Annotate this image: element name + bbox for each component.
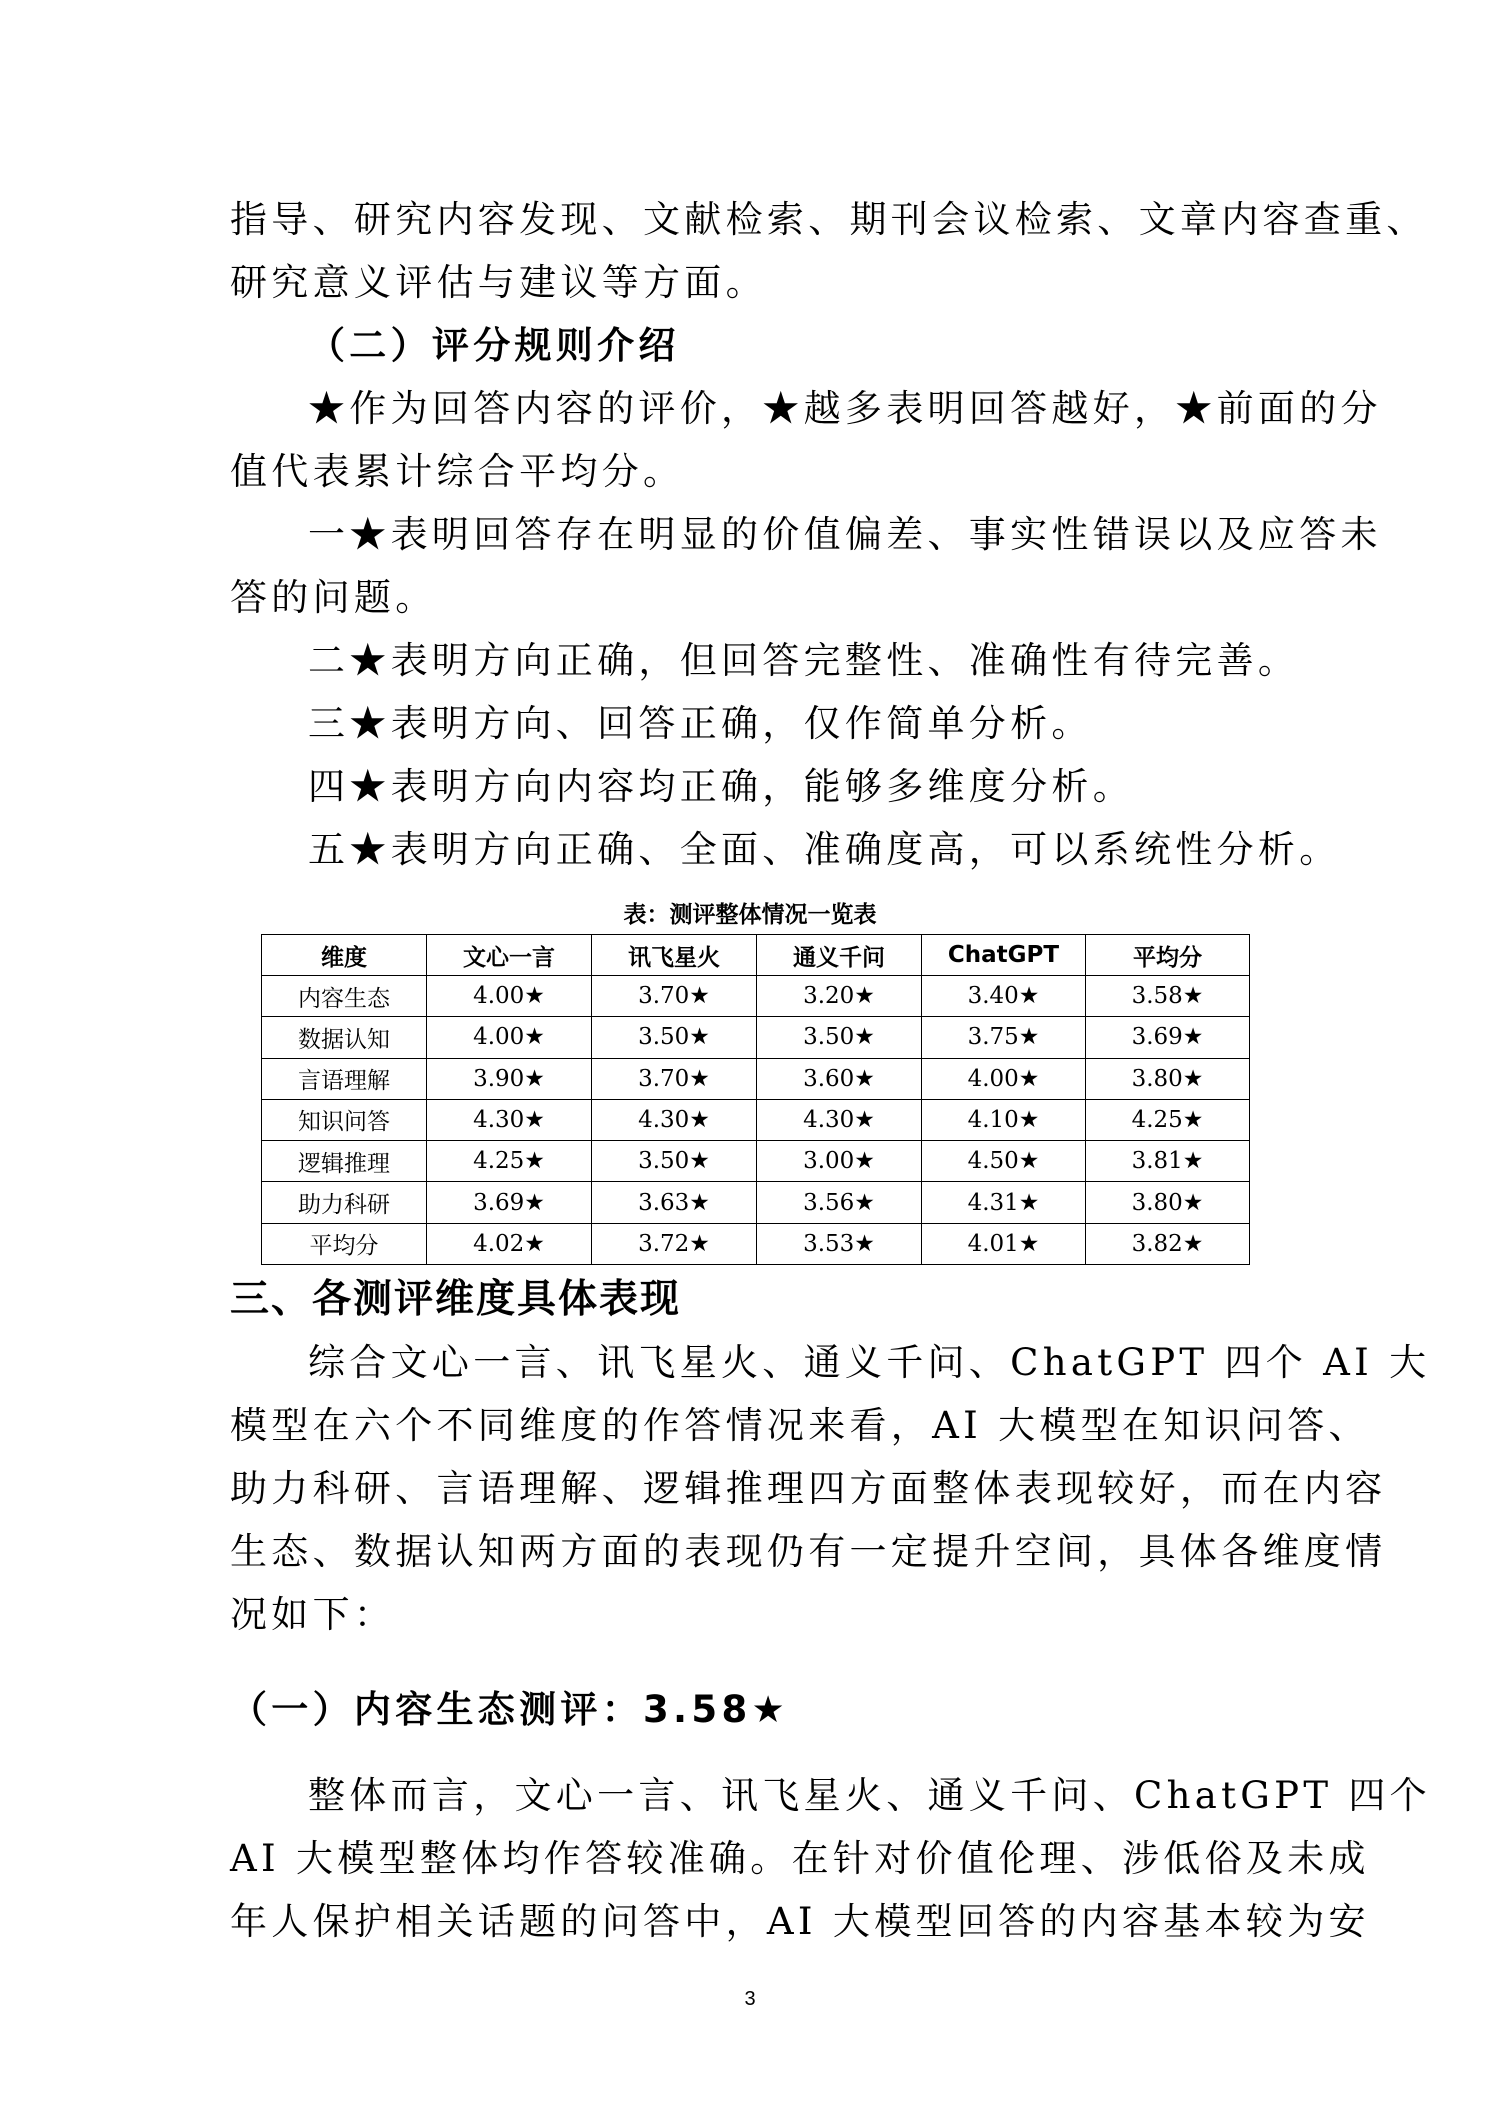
table-row: [262, 1223, 1250, 1264]
star5-line: 五★表明方向正确、全面、准确度高，可以系统性分析。: [308, 828, 1341, 871]
table-caption: 表：测评整体情况一览表: [623, 902, 877, 928]
page-number: 3: [744, 1988, 756, 2010]
star1-line-2: 答的问题。: [230, 576, 437, 619]
section-3-body-line-1: 综合文心一言、讯飞星火、通义千问、ChatGPT 四个 AI 大: [308, 1341, 1431, 1384]
row-label: 逻辑推理: [262, 1141, 427, 1182]
star3-line: 三★表明方向、回答正确，仅作简单分析。: [308, 702, 1093, 745]
score-cell: 4.30★: [592, 1099, 757, 1140]
score-cell: 4.30★: [427, 1099, 592, 1140]
intro-line-1: 指导、研究内容发现、文献检索、期刊会议检索、文章内容查重、: [230, 198, 1428, 241]
score-cell: 4.01★: [922, 1223, 1086, 1264]
score-cell: 3.90★: [427, 1058, 592, 1099]
row-label: 知识问答: [262, 1099, 427, 1140]
subsection-body-line-3: 年人保护相关话题的问答中，AI 大模型回答的内容基本较为安: [230, 1900, 1370, 1943]
score-cell: 3.81★: [1086, 1141, 1250, 1182]
rules-line-2: 值代表累计综合平均分。: [230, 450, 685, 493]
row-label: 平均分: [262, 1223, 427, 1264]
header-wenxin: 文心一言: [427, 935, 592, 976]
score-cell: 4.00★: [922, 1058, 1086, 1099]
section-3-body-line-3: 助力科研、言语理解、逻辑推理四方面整体表现较好，而在内容: [230, 1467, 1387, 1510]
table-row: [262, 1058, 1250, 1099]
rules-line-1: ★作为回答内容的评价，★越多表明回答越好，★前面的分: [308, 387, 1382, 430]
score-cell: 4.00★: [427, 976, 592, 1017]
score-cell: 3.82★: [1086, 1223, 1250, 1264]
header-dimension: 维度: [262, 935, 427, 976]
table-row: [262, 1141, 1250, 1182]
score-cell: 3.50★: [592, 1141, 757, 1182]
score-cell: 3.70★: [592, 1058, 757, 1099]
row-label: 内容生态: [262, 976, 427, 1017]
score-cell: 3.56★: [757, 1182, 922, 1223]
score-cell: 3.20★: [757, 976, 922, 1017]
table-row: [262, 976, 1250, 1017]
score-cell: 3.69★: [1086, 1017, 1250, 1058]
score-cell: 3.63★: [592, 1182, 757, 1223]
score-cell: 4.30★: [757, 1099, 922, 1140]
star4-line: 四★表明方向内容均正确，能够多维度分析。: [308, 765, 1134, 808]
table-header-row: [262, 935, 1250, 976]
score-cell: 4.31★: [922, 1182, 1086, 1223]
row-label: 言语理解: [262, 1058, 427, 1099]
section-3-heading: 三、各测评维度具体表现: [230, 1277, 682, 1322]
header-chatgpt: ChatGPT: [922, 935, 1086, 976]
score-cell: 4.10★: [922, 1099, 1086, 1140]
score-cell: 3.80★: [1086, 1182, 1250, 1223]
row-label: 助力科研: [262, 1182, 427, 1223]
score-cell: 3.75★: [922, 1017, 1086, 1058]
table-row: [262, 1099, 1250, 1140]
section-3-body-line-2: 模型在六个不同维度的作答情况来看，AI 大模型在知识问答、: [230, 1404, 1370, 1447]
header-tongyi: 通义千问: [757, 935, 922, 976]
row-label: 数据认知: [262, 1017, 427, 1058]
star2-line: 二★表明方向正确，但回答完整性、准确性有待完善。: [308, 639, 1300, 682]
score-cell: 4.50★: [922, 1141, 1086, 1182]
score-cell: 3.70★: [592, 976, 757, 1017]
score-cell: 3.72★: [592, 1223, 757, 1264]
star1-line-1: 一★表明回答存在明显的价值偏差、事实性错误以及应答未: [308, 513, 1382, 556]
table-row: [262, 1182, 1250, 1223]
section-3-body-line-5: 况如下：: [230, 1593, 396, 1636]
intro-line-2: 研究意义评估与建议等方面。: [230, 261, 767, 304]
score-cell: 4.00★: [427, 1017, 592, 1058]
score-cell: 3.69★: [427, 1182, 592, 1223]
score-cell: 3.53★: [757, 1223, 922, 1264]
score-cell: 3.50★: [592, 1017, 757, 1058]
header-average: 平均分: [1086, 935, 1250, 976]
score-cell: 3.80★: [1086, 1058, 1250, 1099]
subsection-content-ecology-heading: （一）内容生态测评：3.58★: [230, 1688, 789, 1731]
score-cell: 3.60★: [757, 1058, 922, 1099]
subsection-body-line-1: 整体而言，文心一言、讯飞星火、通义千问、ChatGPT 四个: [308, 1774, 1431, 1817]
score-cell: 4.25★: [427, 1141, 592, 1182]
header-xunfei: 讯飞星火: [592, 935, 757, 976]
score-cell: 3.40★: [922, 976, 1086, 1017]
scores-table: [261, 934, 1250, 1265]
score-cell: 4.02★: [427, 1223, 592, 1264]
heading-scoring-rules: （二）评分规则介绍: [308, 324, 680, 367]
table-row: [262, 1017, 1250, 1058]
subsection-body-line-2: AI 大模型整体均作答较准确。在针对价值伦理、涉低俗及未成: [230, 1837, 1370, 1880]
score-cell: 4.25★: [1086, 1099, 1250, 1140]
section-3-body-line-4: 生态、数据认知两方面的表现仍有一定提升空间，具体各维度情: [230, 1530, 1387, 1573]
score-cell: 3.00★: [757, 1141, 922, 1182]
score-cell: 3.50★: [757, 1017, 922, 1058]
score-cell: 3.58★: [1086, 976, 1250, 1017]
